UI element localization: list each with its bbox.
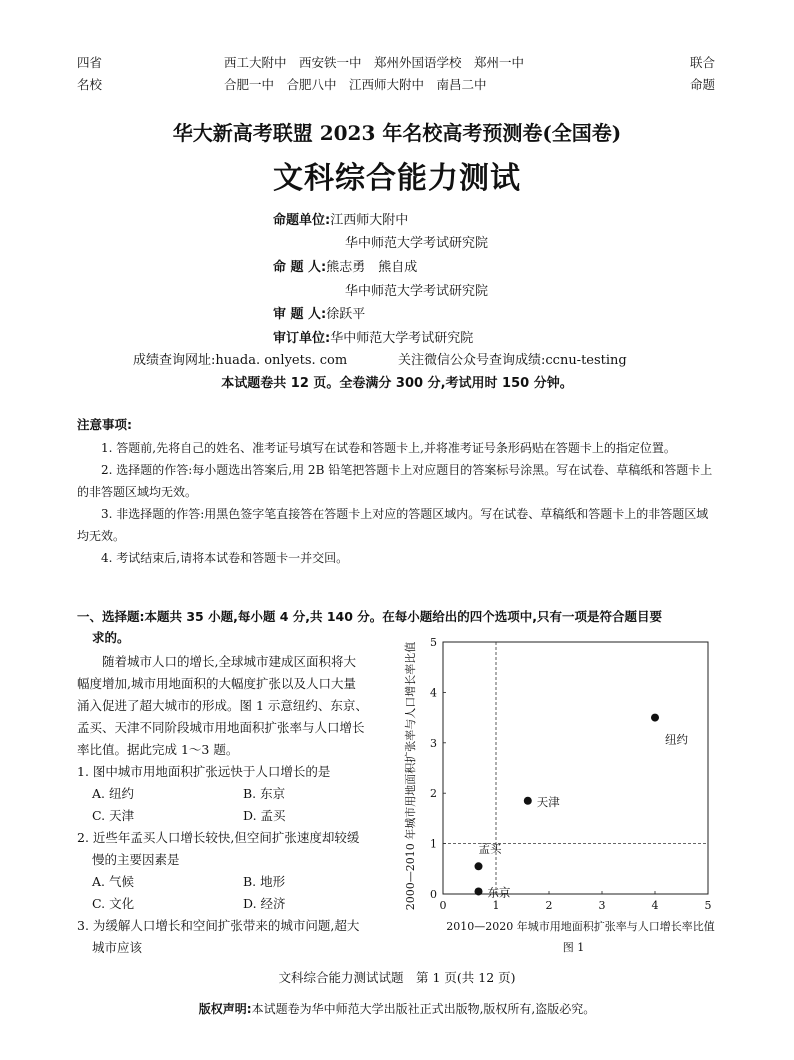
exam-info: 本试题卷共 12 页。全卷满分 300 分,考试用时 150 分钟。 bbox=[221, 376, 573, 391]
q2-option-a[interactable]: A. 气候 bbox=[92, 874, 134, 889]
unit-row: 华中师范大学考试研究院 bbox=[345, 236, 489, 251]
header-schools-row2: 合肥一中 合肥八中 江西师大附中 南昌二中 bbox=[224, 77, 487, 92]
header-left-top: 四省 bbox=[77, 55, 103, 70]
notice-list bbox=[77, 437, 719, 569]
data-point-label: 天津 bbox=[536, 794, 560, 809]
notice-item: 2. 选择题的作答:每小题选出答案后,用 2B 铅笔把答题卡上对应题目的答案标号涂黑。写在试卷、草稿纸和答题卡上的非答题区域均无效。 bbox=[77, 463, 713, 499]
passage: 随着城市人口的增长,全球城市建成区面积将大 幅度增加,城市用地面积的大幅度扩张以及人口大量 涌入促进了超大城市的形成。图 1 示意纽约、东京、 孟买、天津不同阶段城市用地面积扩张率与人口增长 率比值。据此完成 1～3 题。 bbox=[77, 654, 368, 757]
y-tick-label: 0 bbox=[430, 888, 437, 901]
q1-option-d[interactable]: D. 孟买 bbox=[243, 808, 286, 823]
x-tick-label: 3 bbox=[598, 899, 606, 912]
unit-row: 命题单位:江西师大附中 bbox=[273, 213, 409, 228]
notice-item: 4. 考试结束后,请将本试卷和答题卡一并交回。 bbox=[101, 551, 349, 565]
copyright-text: 本试题卷为华中师范大学出版社正式出版物,版权所有,盗版必究。 bbox=[251, 1002, 596, 1016]
question-3-stem: 3. 为缓解人口增长和空间扩张带来的城市问题,超大 bbox=[77, 918, 360, 933]
header-schools-row1: 西工大附中 西安铁一中 郑州外国语学校 郑州一中 bbox=[224, 55, 525, 70]
data-point bbox=[651, 714, 659, 722]
x-tick-label: 1 bbox=[492, 899, 500, 912]
unit-row: 审订单位:华中师范大学考试研究院 bbox=[273, 331, 474, 346]
exam-title: 华大新高考联盟 2023 年名校高考预测卷(全国卷) bbox=[172, 121, 622, 145]
q2-option-c[interactable]: C. 文化 bbox=[92, 896, 135, 911]
y-tick-label: 1 bbox=[430, 837, 437, 851]
copyright-notice bbox=[0, 999, 794, 1019]
section-title-cont: 求的。 bbox=[92, 630, 130, 645]
data-point bbox=[475, 887, 483, 895]
question-2-stem-cont: 慢的主要因素是 bbox=[92, 852, 180, 867]
header-left-bottom: 名校 bbox=[77, 77, 103, 92]
data-point bbox=[524, 797, 532, 805]
data-point bbox=[475, 862, 483, 870]
section-title: 一、选择题:本题共 35 小题,每小题 4 分,共 140 分。在每小题给出的四个选项中,只有一项是符合题目要 bbox=[77, 609, 663, 624]
data-point-label: 孟买 bbox=[478, 841, 502, 856]
y-axis-label: 2000—2010 年城市用地面积扩张率与人口增长率比值 bbox=[404, 641, 417, 911]
x-tick-label: 0 bbox=[439, 899, 447, 912]
notice-title: 注意事项: bbox=[77, 417, 132, 432]
y-tick-label: 3 bbox=[430, 736, 437, 750]
question-3-stem-cont: 城市应该 bbox=[92, 940, 143, 955]
q2-option-d[interactable]: D. 经济 bbox=[243, 896, 286, 911]
wechat-query: 关注微信公众号查询成绩:ccnu-testing bbox=[398, 353, 627, 368]
notice-item: 3. 非选择题的作答:用黑色签字笔直接答在答题卡上对应的答题区域内。写在试卷、草稿纸和答题卡上的非答题区域均无效。 bbox=[77, 507, 709, 543]
question-2-stem: 2. 近些年孟买人口增长较快,但空间扩张速度却较缓 bbox=[77, 830, 360, 845]
subject-title: 文科综合能力测试 bbox=[273, 161, 521, 196]
copyright-label: 版权声明: bbox=[198, 1002, 252, 1016]
question-1-stem: 1. 图中城市用地面积扩张远快于人口增长的是 bbox=[77, 764, 331, 779]
q1-option-b[interactable]: B. 东京 bbox=[243, 786, 286, 801]
query-site: 成绩查询网址:huada. onlyets. com bbox=[133, 353, 348, 368]
x-tick-label: 2 bbox=[545, 899, 553, 912]
header-right-bottom: 命题 bbox=[690, 77, 716, 92]
unit-row: 命 题 人:熊志勇 熊自成 bbox=[273, 260, 418, 275]
x-tick-label: 4 bbox=[651, 899, 659, 912]
x-axis-label: 2010—2020 年城市用地面积扩张率与人口增长率比值 bbox=[446, 920, 715, 933]
y-tick-label: 2 bbox=[430, 787, 437, 801]
q1-option-c[interactable]: C. 天津 bbox=[92, 808, 135, 823]
data-point-label: 纽约 bbox=[665, 732, 688, 747]
data-point-label: 东京 bbox=[487, 885, 511, 900]
q2-option-b[interactable]: B. 地形 bbox=[243, 874, 286, 889]
q1-option-a[interactable]: A. 纽约 bbox=[92, 786, 134, 801]
figure-caption: 图 1 bbox=[562, 941, 585, 954]
y-tick-label: 5 bbox=[430, 636, 437, 649]
notice-item: 1. 答题前,先将自己的姓名、准考证号填写在试卷和答题卡上,并将准考证号条形码贴在答题卡上的指定位置。 bbox=[101, 441, 676, 455]
x-tick-label: 5 bbox=[704, 899, 712, 912]
y-tick-label: 4 bbox=[430, 686, 437, 700]
page-footer: 文科综合能力测试试题 第 1 页(共 12 页) bbox=[278, 970, 516, 985]
scatter-chart bbox=[396, 632, 726, 962]
unit-row: 审 题 人:徐跃平 bbox=[273, 307, 366, 322]
header-right-top: 联合 bbox=[690, 55, 716, 70]
unit-row: 华中师范大学考试研究院 bbox=[345, 284, 489, 299]
plot-frame bbox=[443, 642, 708, 894]
